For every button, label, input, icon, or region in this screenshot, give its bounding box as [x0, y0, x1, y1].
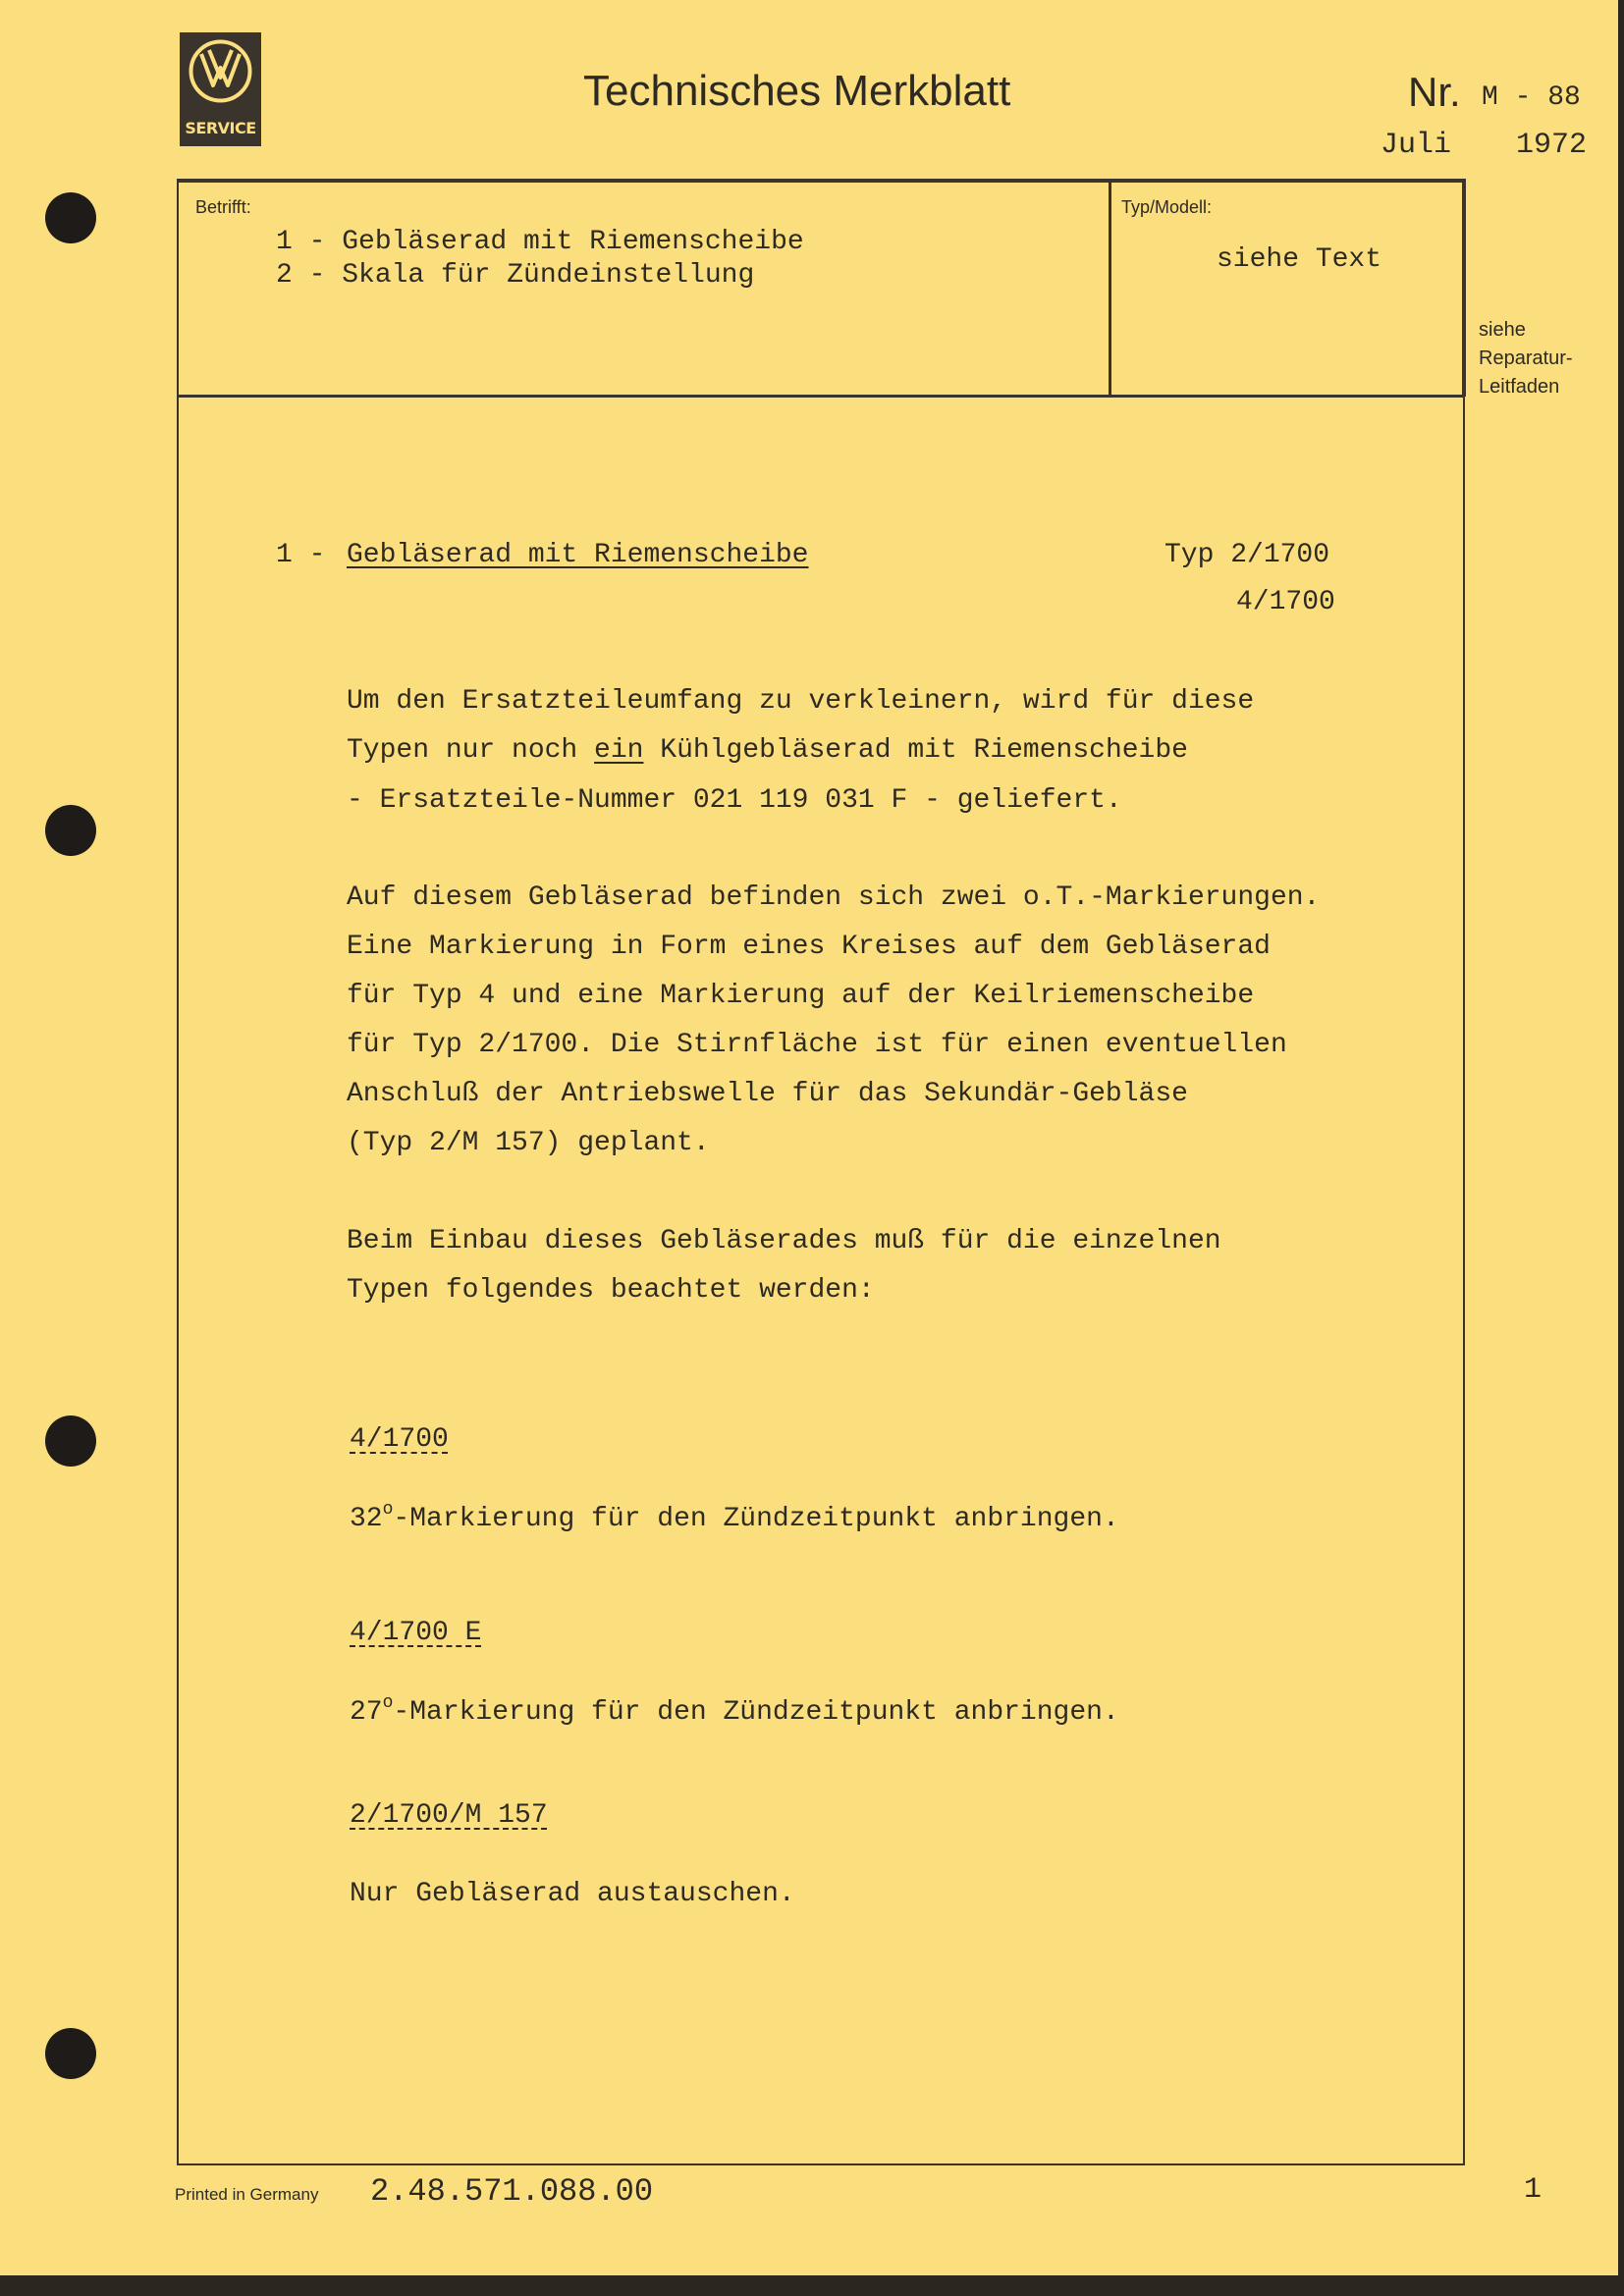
emphasis-text: ein — [594, 735, 644, 766]
model-label: Typ/Modell: — [1121, 197, 1213, 217]
logo-service-text: SERVICE — [185, 119, 256, 137]
paragraph-line: Um den Ersatzteileumfang zu verkleinern, wird für diese — [347, 686, 1255, 717]
paragraph-text: Typen nur noch — [347, 735, 595, 766]
section-typ-1: Typ 2/1700 — [1164, 540, 1330, 570]
paragraph-line: Beim Einbau dieses Gebläserades muß für die einzelnen — [347, 1226, 1221, 1256]
degree-sign: o — [382, 1693, 394, 1713]
paragraph-line: Eine Markierung in Form eines Kreises auf dem Gebläserad — [347, 932, 1271, 962]
variant-text: -Markierung für den Zündzeitpunkt anbringen. — [393, 1504, 1119, 1534]
variant-name: 4/1700 — [350, 1424, 449, 1455]
paragraph-line: Typen folgendes beachtet werden: — [347, 1275, 875, 1306]
header-column-divider — [1109, 181, 1111, 395]
paragraph-line: für Typ 2/1700. Die Stirnfläche ist für einen eventuellen — [347, 1030, 1287, 1060]
variant-instruction: Nur Gebläserad austauschen. — [350, 1879, 795, 1909]
frame-right-rule — [1462, 179, 1466, 397]
variant-text: -Markierung für den Zündzeitpunkt anbringen. — [393, 1697, 1119, 1728]
paragraph-line — [347, 735, 1188, 766]
side-note: siehe Reparatur-Leitfaden — [1479, 319, 1573, 398]
vw-service-logo — [180, 32, 261, 146]
subject-item: 2 - Skala für Zündeinstellung — [276, 260, 755, 291]
variant-degrees: 27 — [350, 1697, 383, 1728]
subject-label: Betrifft: — [195, 197, 251, 217]
variant-instruction — [350, 1500, 1119, 1534]
page-number: 1 — [1524, 2173, 1543, 2207]
section-heading: Gebläserad mit Riemenscheibe — [347, 540, 809, 570]
degree-sign: o — [382, 1500, 394, 1520]
page-title: Technisches Merkblatt — [583, 67, 1011, 115]
paragraph-line: - Ersatzteile-Nummer 021 119 031 F - geliefert. — [347, 785, 1122, 816]
binder-hole — [45, 2028, 96, 2079]
document-code: 2.48.571.088.00 — [370, 2173, 654, 2210]
paragraph-line: Auf diesem Gebläserad befinden sich zwei o.T.-Markierungen. — [347, 882, 1321, 913]
paragraph-line: für Typ 4 und eine Markierung auf der Keilriemenscheibe — [347, 981, 1255, 1011]
content-frame — [177, 179, 1465, 2165]
binder-hole — [45, 1415, 96, 1467]
paragraph-text: Kühlgebläserad mit Riemenscheibe — [643, 735, 1188, 766]
vw-emblem-icon — [188, 38, 253, 104]
variant-degrees: 32 — [350, 1504, 383, 1534]
paragraph-line: (Typ 2/M 157) geplant. — [347, 1128, 710, 1158]
section-typ-2: 4/1700 — [1236, 587, 1335, 617]
variant-name: 2/1700/M 157 — [350, 1800, 548, 1831]
issue-year: 1972 — [1516, 129, 1588, 162]
section-number: 1 - — [276, 540, 326, 570]
nr-label: Nr. — [1408, 69, 1461, 115]
issue-month: Juli — [1380, 129, 1452, 162]
printed-in-label: Printed in Germany — [175, 2185, 319, 2204]
binder-hole — [45, 805, 96, 856]
variant-name: 4/1700 E — [350, 1618, 482, 1648]
paragraph-line: Anschluß der Antriebswelle für das Sekundär-Gebläse — [347, 1079, 1188, 1109]
nr-value: M - 88 — [1482, 82, 1581, 113]
model-value: siehe Text — [1217, 244, 1382, 275]
binder-hole — [45, 192, 96, 243]
frame-top-rule — [177, 179, 1465, 183]
header-divider — [179, 395, 1463, 398]
subject-item: 1 - Gebläserad mit Riemenscheibe — [276, 227, 804, 257]
variant-instruction — [350, 1693, 1119, 1728]
